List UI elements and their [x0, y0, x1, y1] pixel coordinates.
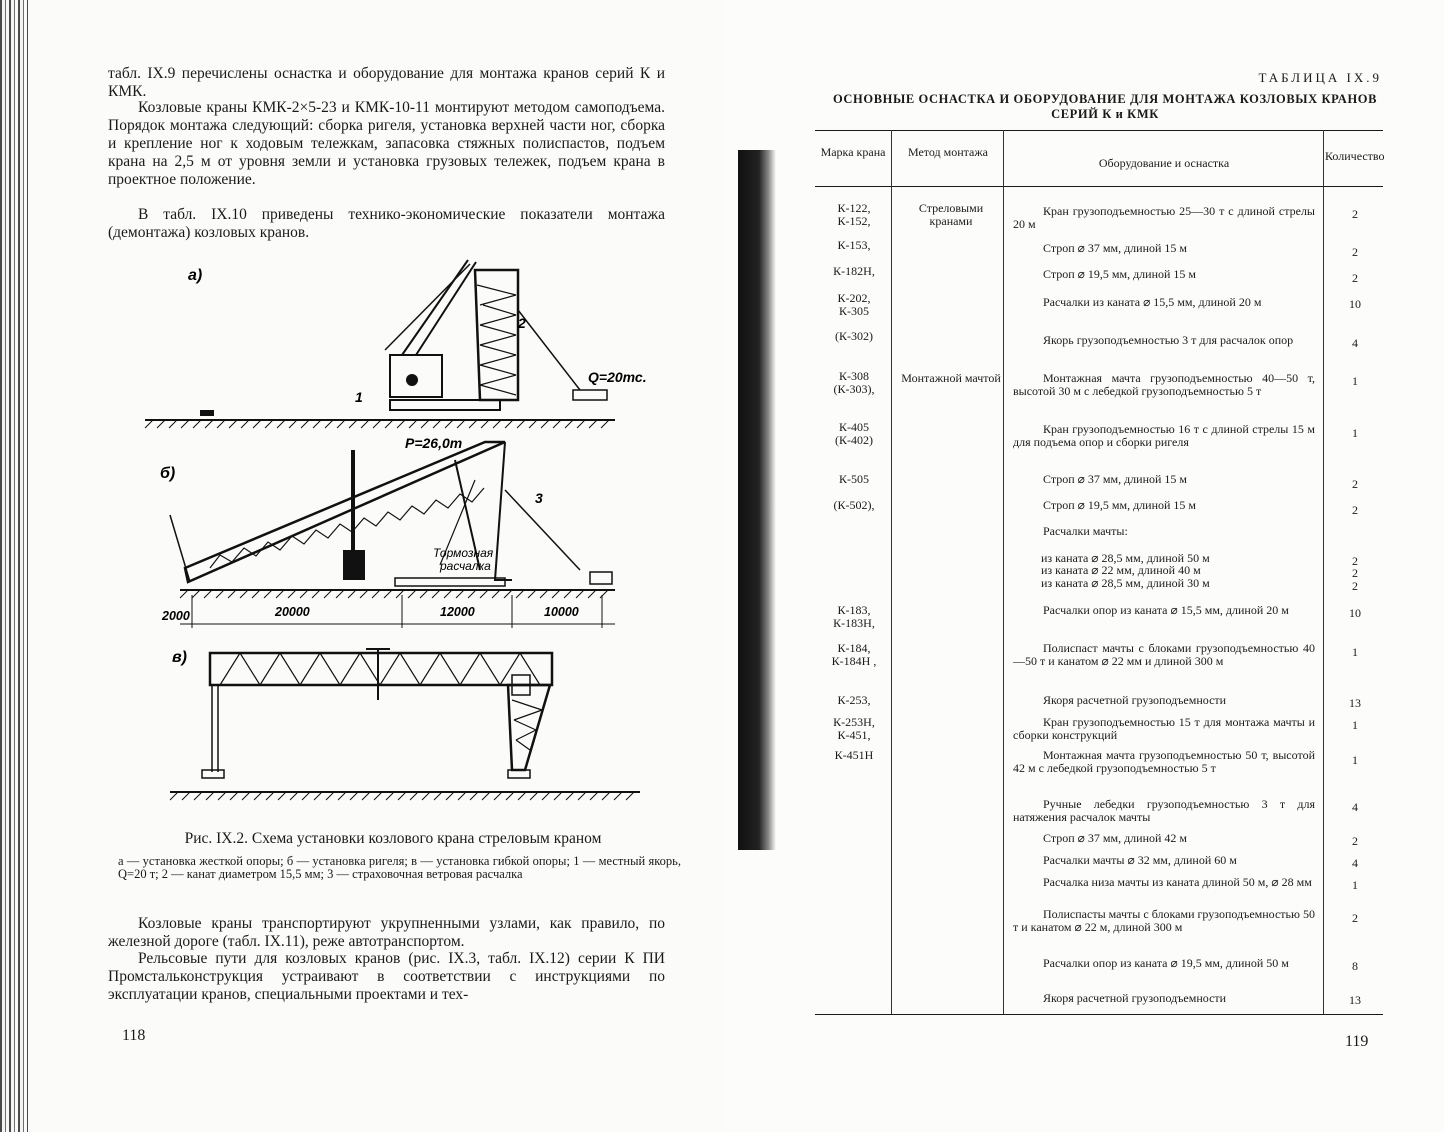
figure-caption: Рис. IX.2. Схема установки козлового крана стреловым краном	[184, 830, 602, 847]
auxiliary-crane-body	[343, 550, 365, 580]
anchor-right-b	[590, 572, 612, 584]
quantity-cell: 2	[1352, 477, 1358, 491]
quantity-cell: 2	[1352, 207, 1358, 221]
quantity-cell: 10	[1349, 297, 1361, 311]
paragraph-intro: табл. IX.9 перечислены оснастка и оборудование для монтажа кранов серий К и КМК.	[108, 65, 665, 100]
equipment-cell: Расчалки мачты ⌀ 32 мм, длиной 60 м	[1043, 853, 1237, 867]
quantity-cell: 2	[1352, 554, 1358, 568]
callout-1: 1	[355, 389, 363, 405]
quantity-cell: 1	[1352, 645, 1358, 659]
paragraph-table-ref: В табл. IX.10 приведены технико-экономические показатели монтажа (демонтажа) козловых кранов.	[108, 206, 665, 241]
equipment-cell: Расчалки опор из каната ⌀ 15,5 мм, длиной 20 м	[1043, 603, 1289, 617]
dimension-10000: 10000	[544, 605, 579, 619]
anchor-right-a	[573, 390, 607, 400]
mark-cell: К-184, К-184Н ,	[831, 641, 877, 668]
equipment-cell: Якорь грузоподъемностью 3 т для расчалок опор	[1043, 333, 1294, 347]
quantity-cell: 2	[1352, 271, 1358, 285]
figure-label-v: в)	[172, 649, 187, 666]
equipment-cell: Строп ⌀ 37 мм, длиной 15 м	[1043, 472, 1188, 486]
leg-bogie-left	[202, 770, 224, 778]
quantity-cell: 10	[1349, 606, 1361, 620]
mark-cell: К-202, К-305	[837, 291, 871, 318]
ground-hatch-b	[180, 590, 608, 598]
mark-cell: К-182Н,	[833, 264, 875, 278]
equipment-cell: Монтажная мачта грузоподъемностью 40—50 т, высотой 30 м с лебедкой грузоподъемностью 5 т	[1013, 371, 1315, 398]
equipment-cell: Полиспаст мачты с блоками грузоподъемностью 40—50 т и канатом ⌀ 22 мм и длиной 300 м	[1013, 641, 1315, 668]
equipment-cell: Строп ⌀ 19,5 мм, длиной 15 м	[1043, 267, 1197, 281]
equipment-subcell: из каната ⌀ 22 мм, длиной 40 м	[1041, 563, 1201, 577]
col-divider-2	[1003, 130, 1004, 1014]
equipment-cell: Кран грузоподъемностью 16 т с длиной стрелы 15 м для подъема опор и сборки ригеля	[1013, 422, 1315, 449]
ground-hatch-a	[145, 420, 609, 428]
header-mark: Марка крана	[820, 145, 886, 159]
equipment-cell: Расчалки мачты:	[1043, 524, 1128, 538]
col-divider-1	[891, 130, 892, 1014]
mark-cell: К-153,	[837, 238, 871, 252]
mark-cell: К-308 (К-303),	[833, 369, 875, 396]
paragraph-kmk: Козловые краны КМК-2×5-23 и КМК-10-11 монтируют методом самоподъема. Порядок монтажа следующий: сборка ригеля, установка верхней части ног, сборка и крепление ног к ходовым тележкам, запасовка стяжных полиспастов, подъем крана на 2,5 м от уровня земли и установка грузовых тележек, подъем крана в проектное положение.	[108, 99, 665, 188]
equipment-cell: Строп ⌀ 37 мм, длиной 15 м	[1043, 241, 1188, 255]
mark-cell: К-505	[839, 472, 869, 486]
page-number-left: 118	[122, 1027, 146, 1044]
mark-cell: К-405 (К-402)	[835, 420, 873, 447]
load-q-label: Q=20тс.	[588, 369, 647, 385]
equipment-cell: Расчалки из каната ⌀ 15,5 мм, длиной 20 м	[1043, 295, 1262, 309]
header-quantity: Количество	[1325, 149, 1385, 163]
equipment-cell: Кран грузоподъемностью 25—30 т с длиной стрелы 20 м	[1013, 204, 1315, 231]
crane-boom-a	[402, 260, 476, 355]
guy-rope-a	[518, 310, 580, 390]
mark-cell: К-122, К-152,	[837, 201, 871, 228]
quantity-cell: 13	[1349, 696, 1361, 710]
brake-label-line2: расчалка	[440, 559, 491, 573]
anchor-left-a	[200, 410, 214, 416]
winch-drum-a	[406, 374, 418, 386]
table-label: ТАБЛИЦА IX.9	[1258, 70, 1382, 85]
page-number-right: 119	[1345, 1033, 1369, 1050]
dimension-20000: 20000	[275, 605, 310, 619]
equipment-cell: Монтажная мачта грузоподъемностью 50 т, высотой 42 м с лебедкой грузоподъемностью 5 т	[1013, 748, 1315, 775]
equipment-cell: Якоря расчетной грузоподъемности	[1043, 991, 1227, 1005]
mark-cell: К-253,	[837, 693, 871, 707]
mark-cell: К-451Н	[834, 748, 874, 762]
ground-sleeper-b	[395, 578, 505, 586]
equipment-subcell: из каната ⌀ 28,5 мм, длиной 50 м	[1041, 551, 1210, 565]
quantity-cell: 1	[1352, 374, 1358, 388]
mark-cell: (К-302)	[835, 329, 873, 343]
gantry-girder-lattice	[220, 653, 540, 685]
col-divider-3	[1323, 130, 1324, 1014]
dimension-12000: 12000	[440, 605, 475, 619]
callout-2: 2	[518, 315, 526, 331]
method-cell: Стреловыми кранами	[918, 201, 984, 228]
quantity-cell: 2	[1352, 503, 1358, 517]
table-bottom-rule	[815, 1014, 1383, 1015]
mark-cell: К-183, К-183Н,	[833, 603, 875, 630]
figure-label-a: а)	[188, 267, 203, 284]
figure-label-b: б)	[160, 465, 176, 482]
equipment-table	[815, 126, 1383, 1016]
quantity-cell: 2	[1352, 566, 1358, 580]
table-title: ОСНОВНЫЕ ОСНАСТКА И ОБОРУДОВАНИЕ ДЛЯ МОНТАЖА КОЗЛОВЫХ КРАНОВ СЕРИЙ К и КМК	[832, 92, 1378, 121]
header-equipment: Оборудование и оснастка	[1098, 156, 1230, 170]
equipment-cell: Расчалка низа мачты из каната длиной 50 м, ⌀ 28 мм	[1043, 875, 1312, 889]
quantity-cell: 2	[1352, 911, 1358, 925]
equipment-subcell: из каната ⌀ 28,5 мм, длиной 30 м	[1041, 576, 1210, 590]
quantity-cell: 1	[1352, 878, 1358, 892]
quantity-cell: 4	[1352, 336, 1358, 350]
quantity-cell: 2	[1352, 245, 1358, 259]
crane-base-a	[390, 400, 500, 410]
mark-cell: (К-502),	[833, 498, 875, 512]
equipment-cell: Кран грузоподъемностью 15 т для монтажа мачты и сборки конструкций	[1013, 715, 1315, 742]
dimension-ticks	[192, 595, 602, 628]
quantity-cell: 13	[1349, 993, 1361, 1007]
equipment-cell: Якоря расчетной грузоподъемности	[1043, 693, 1227, 707]
left-tilted-member-b	[170, 515, 190, 582]
quantity-cell: 1	[1352, 426, 1358, 440]
quantity-cell: 1	[1352, 718, 1358, 732]
ground-hatch-v	[170, 792, 634, 800]
equipment-cell: Расчалки опор из каната ⌀ 19,5 мм, длиной 50 м	[1043, 956, 1289, 970]
rigid-gantry-leg	[508, 685, 550, 770]
flexible-gantry-leg	[212, 685, 218, 772]
quantity-cell: 8	[1352, 959, 1358, 973]
brake-label-line1: Тормозная	[433, 546, 494, 560]
gantry-girder	[210, 653, 552, 685]
mark-cell: К-253Н, К-451,	[833, 715, 875, 742]
book-binding-edge	[0, 0, 28, 1132]
figure-legend: а — установка жесткой опоры; б — установка ригеля; в — установка гибкой опоры; 1 — местный якорь, Q=20 т; 2 — канат диаметром 15,5 мм; 3 — страховочная ветровая расчалка	[118, 854, 681, 881]
header-method: Метод монтажа	[907, 145, 989, 159]
equipment-cell: Ручные лебедки грузоподъемностью 3 т для натяжения расчалок мачты	[1013, 797, 1315, 824]
quantity-cell: 2	[1352, 579, 1358, 593]
quantity-cell: 2	[1352, 834, 1358, 848]
load-p-label: P=26,0т	[405, 435, 463, 451]
crane-installation-figure	[140, 250, 680, 820]
table-header-rule	[815, 186, 1383, 187]
quantity-cell: 1	[1352, 753, 1358, 767]
paragraph-rails: Рельсовые пути для козловых кранов (рис. IX.3, табл. IX.12) серии К ПИ Промстальконструкция устраивают в соответствии с инструкциями по эксплуатации кранов, специальными проектами и тех-	[108, 950, 665, 1003]
equipment-cell: Строп ⌀ 37 мм, длиной 42 м	[1043, 831, 1188, 845]
equipment-cell: Полиспасты мачты с блоками грузоподъемностью 50 т и канатом ⌀ 22 м, длиной 300 м	[1013, 907, 1315, 934]
equipment-cell: Строп ⌀ 19,5 мм, длиной 15 м	[1043, 498, 1197, 512]
method-cell: Монтажной мачтой	[901, 371, 1001, 385]
table-top-rule	[815, 130, 1383, 131]
gutter-shadow	[738, 150, 776, 850]
callout-3: 3	[535, 490, 543, 506]
quantity-cell: 4	[1352, 856, 1358, 870]
dimension-2000: 2000	[162, 609, 190, 623]
quantity-cell: 4	[1352, 800, 1358, 814]
support-leg-lattice	[477, 285, 516, 395]
paragraph-transport: Козловые краны транспортируют укрупненными узлами, как правило, по железной дороге (табл. IX.11), реже автотранспортом.	[108, 915, 665, 950]
